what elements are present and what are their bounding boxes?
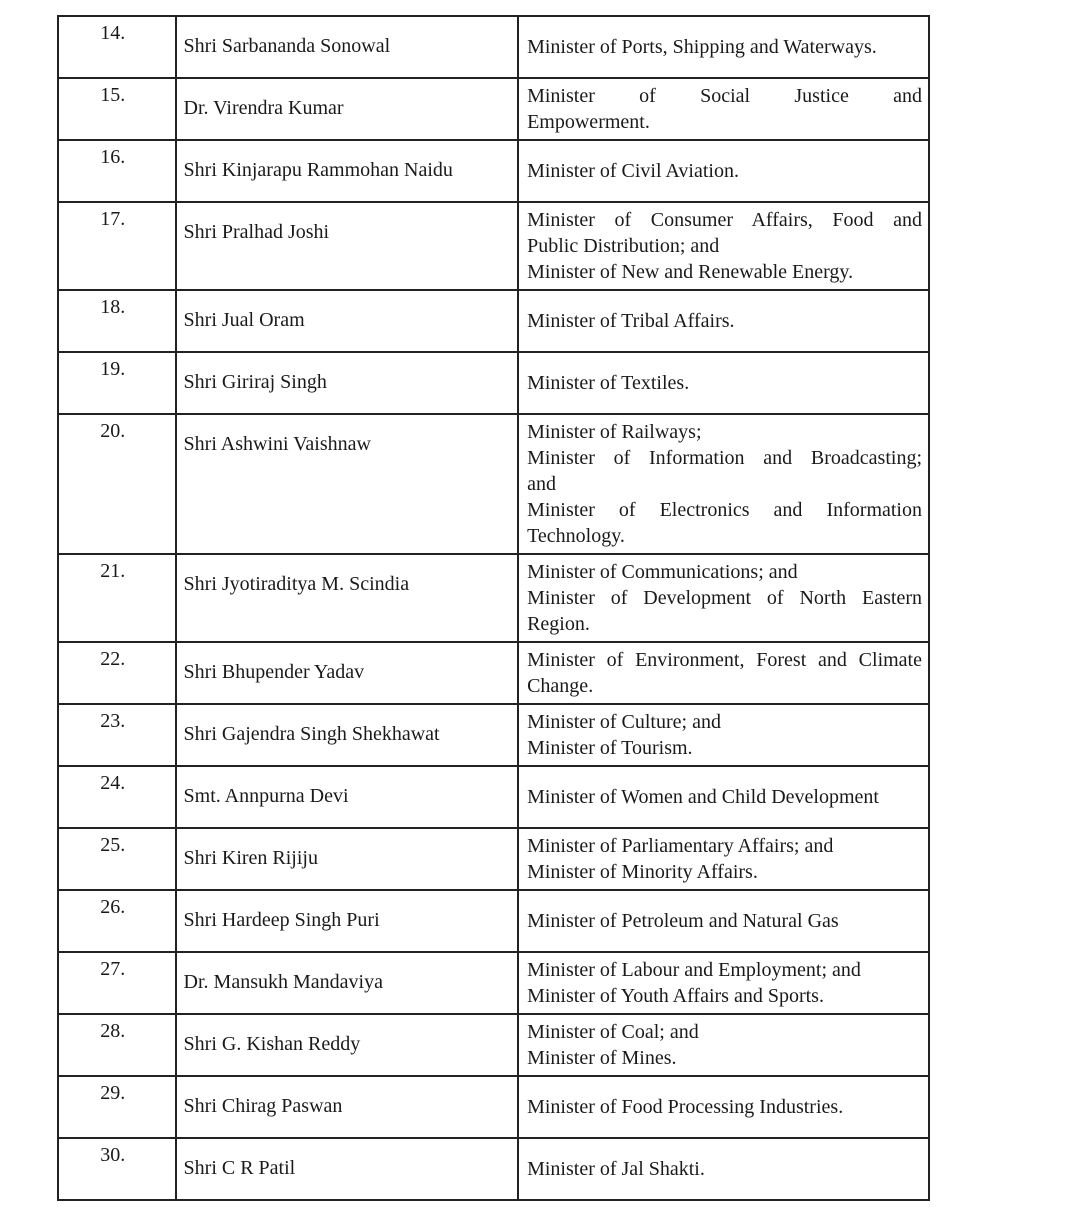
portfolio-line: Minister of Jal Shakti. [527, 1158, 705, 1180]
portfolio-line: Minister of Mines. [527, 1047, 677, 1069]
portfolio-line: Minister of Textiles. [527, 372, 690, 394]
portfolio-line: Public Distribution; and [527, 235, 720, 257]
portfolio-line: Minister of Youth Affairs and Sports. [527, 985, 824, 1007]
table-row [58, 952, 929, 1014]
serial-number-cell [58, 16, 176, 78]
minister-name: Dr. Mansukh Mandaviya [183, 971, 383, 993]
serial-number-cell [58, 890, 176, 952]
portfolio-line: Minister of Coal; and [527, 1021, 699, 1043]
table-row [58, 766, 929, 828]
portfolio-line: and [527, 473, 556, 495]
portfolio-lines [527, 784, 922, 810]
portfolio-cell [518, 140, 929, 202]
minister-name: Shri Kiren Rijiju [183, 847, 318, 869]
minister-name: Shri Bhupender Yadav [183, 661, 365, 683]
minister-name-cell [176, 1014, 519, 1076]
portfolio-line: Minister of Civil Aviation. [527, 160, 739, 182]
portfolio-cell [518, 78, 929, 140]
portfolio-line: Minister of Labour and Employment; and [527, 959, 861, 981]
serial-number: 20. [100, 420, 126, 442]
minister-name: Shri Ashwini Vaishnaw [183, 433, 371, 455]
table-row [58, 554, 929, 642]
table-row [58, 140, 929, 202]
portfolio-lines [527, 1156, 922, 1182]
serial-number-cell [58, 766, 176, 828]
portfolio-line: Minister of Information and Broadcasting; [527, 447, 922, 469]
portfolio-line: Minister of Electronics and Information [527, 499, 922, 521]
serial-number: 25. [100, 834, 126, 856]
portfolio-line: Minister of New and Renewable Energy. [527, 261, 854, 283]
portfolio-lines [527, 647, 922, 699]
minister-name-cell [176, 1138, 519, 1200]
serial-number-cell [58, 352, 176, 414]
portfolio-line: Minister of Railways; [527, 421, 702, 443]
portfolio-cell [518, 202, 929, 290]
portfolio-lines [527, 1094, 922, 1120]
minister-name-cell [176, 1076, 519, 1138]
portfolio-lines [527, 308, 922, 334]
serial-number-cell [58, 704, 176, 766]
serial-number-cell [58, 140, 176, 202]
portfolio-lines [527, 370, 922, 396]
portfolio-line: Minister of Tribal Affairs. [527, 310, 735, 332]
portfolio-line: Minister of Development of North Eastern [527, 587, 922, 609]
portfolio-line: Minister of Culture; and [527, 711, 721, 733]
portfolio-line: Minister of Women and Child Development [527, 786, 879, 808]
minister-name-cell [176, 78, 519, 140]
minister-name: Shri Sarbananda Sonowal [183, 35, 391, 57]
portfolio-cell [518, 766, 929, 828]
serial-number: 19. [100, 358, 126, 380]
portfolio-lines [527, 833, 922, 885]
portfolio-cell [518, 1014, 929, 1076]
minister-name: Shri Giriraj Singh [183, 371, 327, 393]
table-row [58, 16, 929, 78]
minister-name: Smt. Annpurna Devi [183, 785, 349, 807]
portfolio-line: Minister of Communications; and [527, 561, 798, 583]
serial-number: 15. [100, 84, 126, 106]
portfolio-cell [518, 290, 929, 352]
portfolio-cell [518, 704, 929, 766]
table-row [58, 1138, 929, 1200]
serial-number: 23. [100, 710, 126, 732]
minister-name: Shri Chirag Paswan [183, 1095, 343, 1117]
ministers-table [57, 15, 930, 1201]
minister-name-cell [176, 642, 519, 704]
minister-name: Shri Pralhad Joshi [183, 221, 330, 243]
portfolio-line: Minister of Ports, Shipping and Waterways. [527, 36, 877, 58]
serial-number: 16. [100, 146, 126, 168]
portfolio-cell [518, 952, 929, 1014]
portfolio-lines [527, 83, 922, 135]
minister-name-cell [176, 290, 519, 352]
minister-name-cell [176, 554, 519, 642]
minister-name-cell [176, 890, 519, 952]
table-row [58, 78, 929, 140]
serial-number: 21. [100, 560, 126, 582]
portfolio-cell [518, 890, 929, 952]
serial-number-cell [58, 1014, 176, 1076]
portfolio-line: Minister of Environment, Forest and Climate [527, 649, 922, 671]
portfolio-line: Minister of Social Justice and [527, 85, 922, 107]
minister-name: Dr. Virendra Kumar [183, 97, 344, 119]
portfolio-line: Empowerment. [527, 111, 650, 133]
serial-number: 18. [100, 296, 126, 318]
serial-number-cell [58, 202, 176, 290]
portfolio-lines [527, 419, 922, 549]
table-row [58, 642, 929, 704]
minister-name: Shri Kinjarapu Rammohan Naidu [183, 159, 453, 181]
minister-name: Shri Hardeep Singh Puri [183, 909, 380, 931]
portfolio-lines [527, 957, 922, 1009]
table-row [58, 414, 929, 554]
serial-number: 29. [100, 1082, 126, 1104]
portfolio-cell [518, 414, 929, 554]
serial-number-cell [58, 828, 176, 890]
minister-name-cell [176, 140, 519, 202]
serial-number: 27. [100, 958, 126, 980]
portfolio-line: Minister of Food Processing Industries. [527, 1096, 844, 1118]
minister-name-cell [176, 202, 519, 290]
table-row [58, 352, 929, 414]
portfolio-line: Minister of Petroleum and Natural Gas [527, 910, 839, 932]
table-row [58, 704, 929, 766]
portfolio-line: Minister of Consumer Affairs, Food and [527, 209, 922, 231]
portfolio-cell [518, 642, 929, 704]
minister-name-cell [176, 952, 519, 1014]
minister-name-cell [176, 16, 519, 78]
minister-name-cell [176, 352, 519, 414]
serial-number: 14. [100, 22, 126, 44]
table-row [58, 202, 929, 290]
portfolio-lines [527, 908, 922, 934]
portfolio-line: Technology. [527, 525, 625, 547]
minister-name-cell [176, 704, 519, 766]
minister-name: Shri C R Patil [183, 1157, 296, 1179]
portfolio-lines [527, 559, 922, 637]
minister-name: Shri G. Kishan Reddy [183, 1033, 361, 1055]
table-row [58, 290, 929, 352]
minister-name: Shri Jyotiraditya M. Scindia [183, 573, 410, 595]
serial-number-cell [58, 1076, 176, 1138]
serial-number: 26. [100, 896, 126, 918]
portfolio-line: Minister of Parliamentary Affairs; and [527, 835, 834, 857]
portfolio-cell [518, 554, 929, 642]
minister-name-cell [176, 828, 519, 890]
portfolio-cell [518, 1076, 929, 1138]
portfolio-lines [527, 1019, 922, 1071]
serial-number: 24. [100, 772, 126, 794]
portfolio-line: Change. [527, 675, 594, 697]
serial-number-cell [58, 290, 176, 352]
portfolio-lines [527, 207, 922, 285]
portfolio-line: Minister of Minority Affairs. [527, 861, 758, 883]
portfolio-line: Region. [527, 613, 590, 635]
serial-number-cell [58, 554, 176, 642]
portfolio-lines [527, 709, 922, 761]
portfolio-cell [518, 828, 929, 890]
portfolio-lines [527, 34, 922, 60]
serial-number-cell [58, 642, 176, 704]
portfolio-cell [518, 1138, 929, 1200]
table-row [58, 1076, 929, 1138]
serial-number: 30. [100, 1144, 126, 1166]
serial-number: 17. [100, 208, 126, 230]
minister-name: Shri Gajendra Singh Shekhawat [183, 723, 440, 745]
table-row [58, 890, 929, 952]
serial-number: 22. [100, 648, 126, 670]
serial-number-cell [58, 1138, 176, 1200]
minister-name-cell [176, 414, 519, 554]
portfolio-line: Minister of Tourism. [527, 737, 693, 759]
table-row [58, 1014, 929, 1076]
minister-name-cell [176, 766, 519, 828]
portfolio-lines [527, 158, 922, 184]
serial-number-cell [58, 414, 176, 554]
serial-number-cell [58, 78, 176, 140]
serial-number: 28. [100, 1020, 126, 1042]
portfolio-cell [518, 352, 929, 414]
table-row [58, 828, 929, 890]
serial-number-cell [58, 952, 176, 1014]
minister-name: Shri Jual Oram [183, 309, 305, 331]
portfolio-cell [518, 16, 929, 78]
ministers-table-body [58, 16, 929, 1200]
